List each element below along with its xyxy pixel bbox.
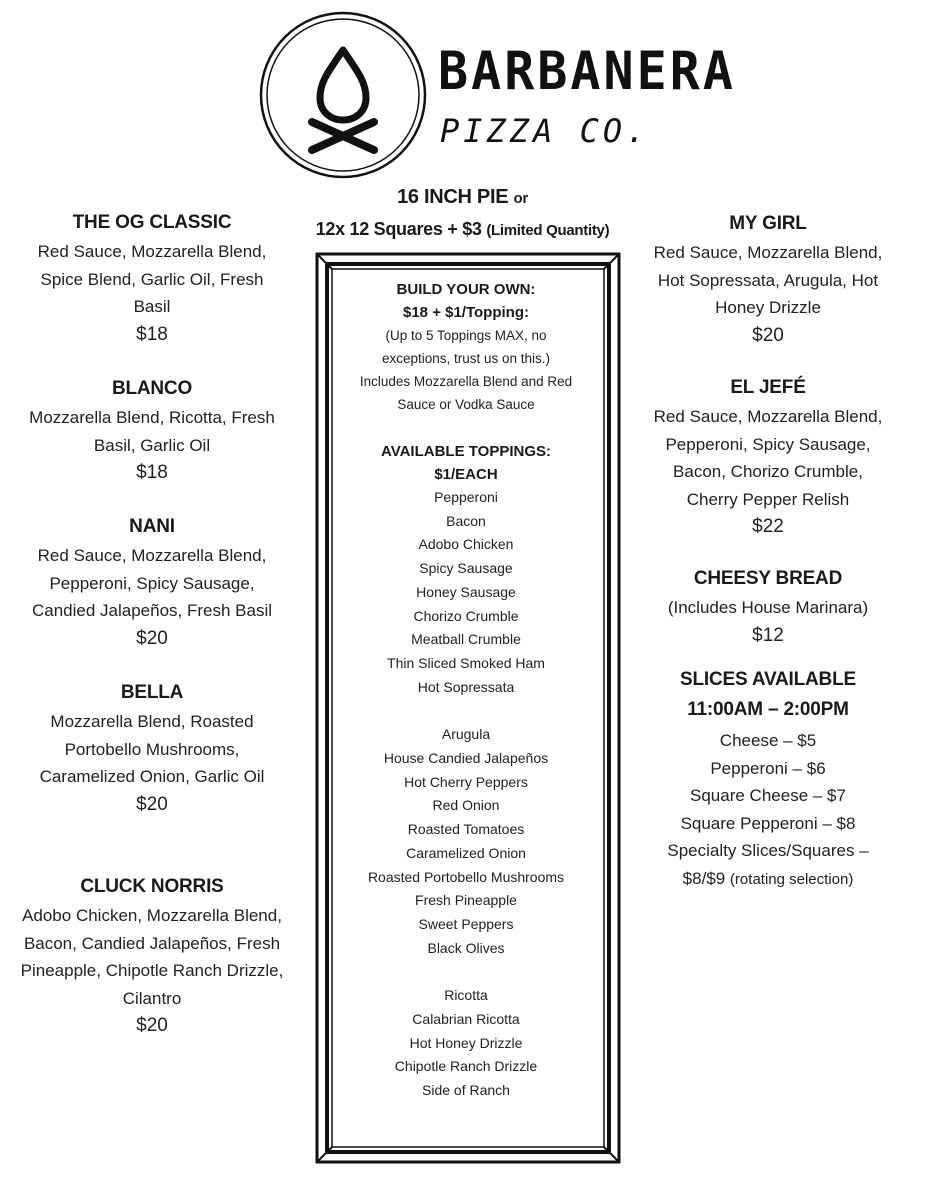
right-menu-column bbox=[652, 0, 884, 900]
slice-price: Pepperoni – $6 bbox=[710, 758, 826, 778]
menu-item bbox=[652, 373, 884, 540]
menu-item-desc: Hot Sopressata, Arugula, Hot bbox=[657, 270, 879, 290]
topping-item: Side of Ranch bbox=[422, 1082, 510, 1099]
slices-title: SLICES AVAILABLE bbox=[680, 669, 856, 690]
topping-item: Calabrian Ricotta bbox=[412, 1011, 520, 1028]
pie-or: or bbox=[513, 190, 528, 207]
topping-item: Meatball Crumble bbox=[411, 631, 521, 648]
menu-item-desc: Red Sauce, Mozzarella Blend, bbox=[37, 546, 267, 565]
topping-item: Hot Cherry Peppers bbox=[404, 773, 528, 790]
menu-item-desc: Basil, Garlic Oil bbox=[93, 435, 211, 455]
slice-price: Square Cheese – $7 bbox=[690, 786, 846, 805]
build-your-own-note: Includes Mozzarella Blend and Red bbox=[359, 374, 573, 389]
topping-item: Thin Sliced Smoked Ham bbox=[387, 654, 545, 671]
menu-item-desc: Honey Drizzle bbox=[715, 298, 821, 317]
build-your-own-price: $18 + $1/Topping: bbox=[403, 304, 529, 321]
build-your-own-note: Sauce or Vodka Sauce bbox=[397, 397, 535, 412]
menu-item-desc: Pineapple, Chipotle Ranch Drizzle, bbox=[20, 961, 284, 980]
squares-note: (Limited Quantity) bbox=[486, 222, 610, 239]
pie-size: 16 INCH PIE bbox=[397, 186, 509, 208]
menu-item-desc: Cherry Pepper Relish bbox=[686, 489, 850, 509]
topping-item: Bacon bbox=[446, 512, 486, 529]
menu-item-desc: Red Sauce, Mozzarella Blend, bbox=[653, 243, 883, 262]
brand-subtitle: PIZZA CO. bbox=[440, 112, 650, 150]
topping-item: Spicy Sausage bbox=[419, 560, 513, 577]
menu-item bbox=[18, 374, 286, 486]
menu-item-name: BELLA bbox=[120, 682, 184, 703]
menu-item-desc: Bacon, Candied Jalapeños, Fresh bbox=[23, 933, 281, 953]
topping-item: House Candied Jalapeños bbox=[383, 750, 549, 767]
squares-option: 12x 12 Squares + $3 bbox=[315, 219, 482, 239]
menu-item-desc: Caramelized Onion, Garlic Oil bbox=[39, 767, 265, 786]
menu-item-name: CLUCK NORRIS bbox=[80, 876, 224, 897]
menu-item-price: $22 bbox=[752, 516, 784, 537]
menu-item-name: BLANCO bbox=[111, 378, 193, 399]
build-your-own-note: exceptions, trust us on this.) bbox=[381, 351, 551, 366]
toppings-price: $1/EACH bbox=[434, 466, 498, 483]
menu-item-desc: Portobello Mushrooms, bbox=[64, 739, 240, 759]
specialty-price: $8/$9 bbox=[682, 868, 726, 888]
build-your-own-note: (Up to 5 Toppings MAX, no bbox=[385, 328, 547, 343]
menu-item-desc: Spice Blend, Garlic Oil, Fresh bbox=[40, 269, 264, 289]
menu-item-name: CHEESY BREAD bbox=[693, 568, 843, 589]
menu-item-price: $20 bbox=[136, 627, 168, 649]
topping-item: Roasted Tomatoes bbox=[407, 821, 525, 838]
topping-item: Ricotta bbox=[444, 987, 488, 1004]
topping-item: Roasted Portobello Mushrooms bbox=[367, 868, 565, 885]
pie-size-header bbox=[285, 182, 640, 246]
slice-price: Square Pepperoni – $8 bbox=[680, 813, 856, 833]
menu-item-desc: Mozzarella Blend, Ricotta, Fresh bbox=[29, 408, 275, 427]
menu-item-price: $18 bbox=[136, 462, 168, 483]
specialty-note: (rotating selection) bbox=[729, 870, 854, 888]
menu-item-name: EL JEFÉ bbox=[730, 377, 806, 398]
topping-item: Black Olives bbox=[427, 939, 505, 956]
left-menu-column bbox=[18, 0, 286, 1100]
topping-item: Hot Honey Drizzle bbox=[409, 1034, 523, 1051]
menu-item-desc: Candied Jalapeños, Fresh Basil bbox=[31, 601, 273, 620]
menu-item-desc: Red Sauce, Mozzarella Blend, bbox=[653, 407, 883, 426]
slices-hours: 11:00AM – 2:00PM bbox=[687, 699, 849, 720]
toppings-title: AVAILABLE TOPPINGS: bbox=[380, 443, 551, 460]
topping-item: Caramelized Onion bbox=[406, 844, 526, 861]
menu-item-price: $20 bbox=[752, 324, 784, 346]
menu-item-desc: Red Sauce, Mozzarella Blend, bbox=[37, 242, 267, 261]
menu-item-price: $20 bbox=[136, 1015, 168, 1036]
menu-item bbox=[18, 208, 286, 348]
topping-item: Red Onion bbox=[432, 797, 500, 814]
menu-item-desc: (Includes House Marinara) bbox=[667, 598, 869, 617]
topping-item: Fresh Pineapple bbox=[415, 892, 517, 909]
menu-item-name: THE OG CLASSIC bbox=[72, 212, 232, 233]
menu-item bbox=[652, 209, 884, 349]
topping-item: Chipotle Ranch Drizzle bbox=[394, 1058, 538, 1075]
slice-price: Specialty Slices/Squares – bbox=[667, 841, 869, 860]
build-your-own-panel bbox=[333, 278, 599, 1103]
slice-price: Cheese – $5 bbox=[719, 731, 817, 750]
menu-item-desc: Adobo Chicken, Mozzarella Blend, bbox=[22, 906, 282, 925]
menu-item-desc: Mozzarella Blend, Roasted bbox=[50, 712, 254, 731]
menu-item-price: $12 bbox=[752, 624, 784, 646]
menu-item-desc: Pepperoni, Spicy Sausage, bbox=[49, 573, 255, 593]
menu-item-desc: Bacon, Chorizo Crumble, bbox=[673, 462, 863, 481]
menu-item-price: $18 bbox=[136, 323, 168, 345]
menu-item bbox=[18, 678, 286, 818]
menu-item-desc: Basil bbox=[133, 297, 171, 316]
menu-item-name: MY GIRL bbox=[729, 213, 807, 234]
menu-item-desc: Pepperoni, Spicy Sausage, bbox=[665, 434, 871, 454]
topping-item: Chorizo Crumble bbox=[413, 607, 519, 624]
menu-item bbox=[18, 512, 286, 652]
menu-item-price: $20 bbox=[136, 793, 168, 815]
topping-item: Arugula bbox=[441, 726, 491, 743]
topping-item: Adobo Chicken bbox=[418, 536, 514, 553]
menu-item-name: NANI bbox=[129, 516, 175, 537]
build-your-own-title: BUILD YOUR OWN: bbox=[396, 281, 536, 298]
menu-item-desc: Cilantro bbox=[122, 988, 182, 1008]
brand-name: BARBANERA bbox=[438, 40, 736, 102]
topping-item: Sweet Peppers bbox=[418, 915, 514, 932]
slice-price bbox=[652, 865, 884, 894]
slices-section bbox=[652, 665, 884, 893]
topping-item: Pepperoni bbox=[434, 489, 498, 505]
menu-item bbox=[18, 872, 286, 1039]
topping-item: Hot Sopressata bbox=[417, 678, 515, 695]
topping-item: Honey Sausage bbox=[416, 583, 516, 600]
menu-item bbox=[652, 564, 884, 649]
